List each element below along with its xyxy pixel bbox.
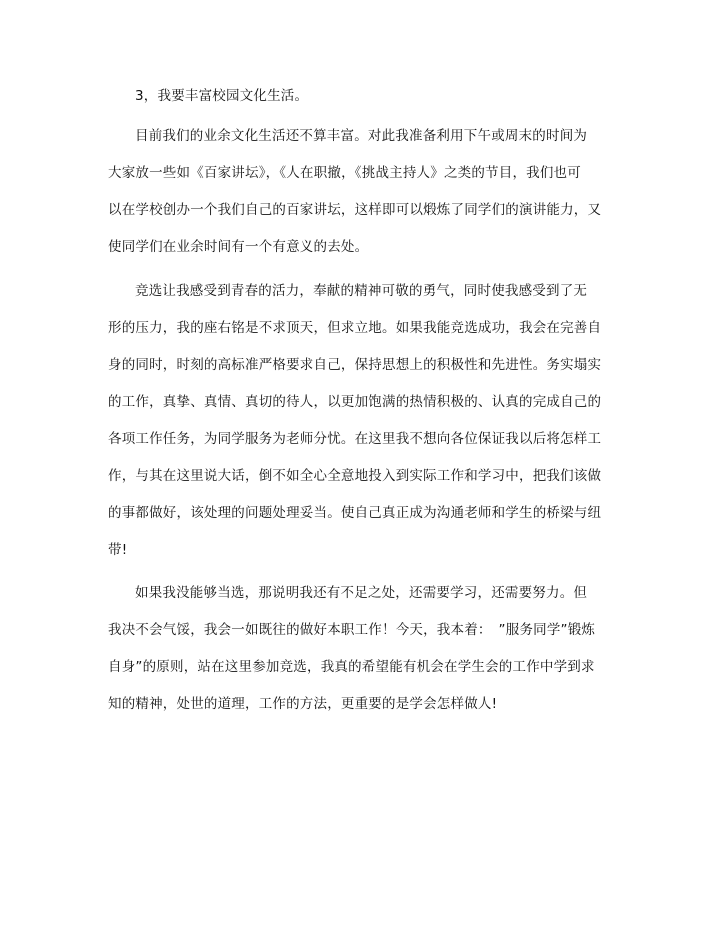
- paragraph-line: 以在学校创办一个我们自己的百家讲坛，这样即可以煅炼了同学们的演讲能力，又: [108, 202, 602, 218]
- section-heading: 3，我要丰富校园文化生活。: [135, 88, 309, 104]
- paragraph-line: 目前我们的业余文化生活还不算丰富。对此我准备利用下午或周末的时间为: [135, 128, 588, 144]
- paragraph-line: 使同学们在业余时间有一个有意义的去处。: [108, 239, 369, 255]
- paragraph-line: 带!: [108, 542, 128, 558]
- paragraph-line: 各项工作任务，为同学服务为老师分忧。在这里我不想向各位保证我以后将怎样工: [108, 431, 602, 447]
- paragraph-line: 作，与其在这里说大话，倒不如全心全意地投入到实际工作和学习中，把我们该做: [108, 468, 602, 484]
- paragraph-line: 知的精神，处世的道理，工作的方法，更重要的是学会怎样做人!: [108, 696, 498, 712]
- paragraph-line: 如果我没能够当选，那说明我还有不足之处，还需要学习，还需要努力。但: [135, 585, 588, 601]
- paragraph-line: 的事都做好，该处理的问题处理妥当。使自己真正成为沟通老师和学生的桥梁与纽: [108, 505, 602, 521]
- paragraph-line: 竞选让我感受到青春的活力，奉献的精神可敬的勇气，同时使我感受到了无: [135, 283, 588, 299]
- paragraph-line: 形的压力，我的座右铭是不求顶天，但求立地。如果我能竞选成功，我会在完善自: [108, 320, 602, 336]
- paragraph-line: 我决不会气馁，我会一如既往的做好本职工作！今天，我本着： ”服务同学”锻炼: [108, 622, 596, 638]
- paragraph-line: 自身”的原则，站在这里参加竞选，我真的希望能有机会在学生会的工作中学到求: [108, 659, 595, 675]
- paragraph-line: 的工作，真挚、真情、真切的待人，以更加饱满的热情积极的、认真的完成自己的: [108, 394, 602, 410]
- paragraph-line: 大家放一些如《百家讲坛》，《人在职撤，《挑战主持人》之类的节目，我们也可: [108, 165, 581, 181]
- paragraph-line: 身的同时，时刻的高标准严格要求自己，保持思想上的积极性和先进性。务实塌实: [108, 357, 602, 373]
